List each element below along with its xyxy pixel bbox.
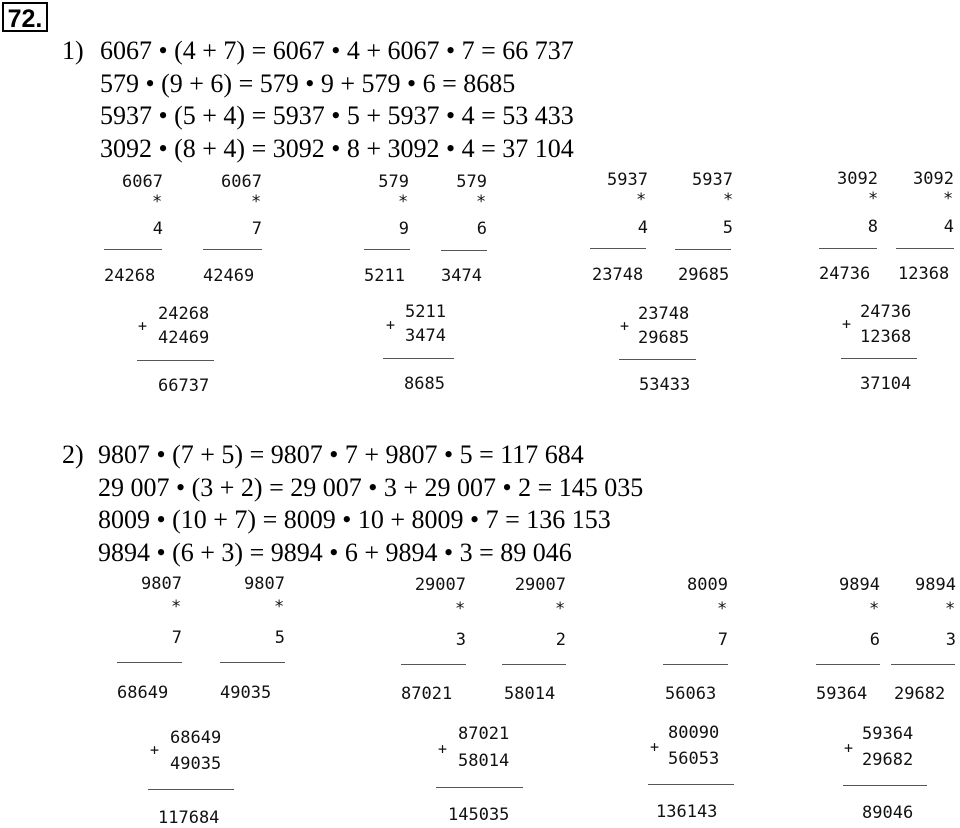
addend: 49035 bbox=[170, 754, 222, 774]
result-line bbox=[148, 789, 234, 790]
multiplier: 3 bbox=[945, 630, 956, 650]
sum: 136143 bbox=[656, 802, 718, 822]
result-line bbox=[675, 249, 731, 250]
product: 58014 bbox=[504, 684, 556, 704]
result-line bbox=[502, 664, 566, 665]
product: 3474 bbox=[441, 266, 482, 286]
plus-sign: + bbox=[650, 738, 660, 756]
multiplicand: 6067 bbox=[221, 172, 262, 192]
product: 56063 bbox=[665, 684, 717, 704]
result-line bbox=[401, 664, 466, 665]
product: 49035 bbox=[220, 683, 272, 703]
part2-equation-3: 8009 • (10 + 7) = 8009 • 10 + 8009 • 7 = 136 153 bbox=[98, 505, 611, 534]
part1-equation-1: 6067 • (4 + 7) = 6067 • 4 + 6067 • 7 = 66 737 bbox=[100, 36, 574, 65]
sum: 145035 bbox=[448, 805, 510, 825]
addend: 58014 bbox=[458, 751, 510, 771]
result-line bbox=[816, 664, 880, 665]
result-line bbox=[819, 248, 877, 249]
sum: 8685 bbox=[404, 374, 445, 394]
plus-sign: + bbox=[438, 740, 448, 758]
multiplier: 6 bbox=[869, 630, 880, 650]
result-line bbox=[383, 358, 454, 359]
part1-label: 1) bbox=[62, 36, 84, 65]
multiplicand: 579 bbox=[378, 172, 409, 192]
result-line bbox=[663, 664, 728, 665]
part2-label: 2) bbox=[62, 440, 84, 469]
multiplier: 7 bbox=[251, 219, 262, 239]
product: 24736 bbox=[819, 264, 871, 284]
multiplier: 7 bbox=[717, 630, 728, 650]
multiplicand: 579 bbox=[456, 172, 487, 192]
multiplicand: 9894 bbox=[915, 575, 956, 595]
addend: 24268 bbox=[158, 304, 210, 324]
multiply-sign: * bbox=[636, 190, 647, 210]
multiplicand: 9807 bbox=[244, 574, 285, 594]
multiplier: 7 bbox=[171, 628, 182, 648]
multiplier: 2 bbox=[555, 630, 566, 650]
result-line bbox=[137, 360, 214, 361]
multiply-sign: * bbox=[171, 597, 182, 617]
multiply-sign: * bbox=[274, 597, 285, 617]
part1-equation-4: 3092 • (8 + 4) = 3092 • 8 + 3092 • 4 = 37 104 bbox=[100, 134, 574, 163]
multiplicand: 5937 bbox=[607, 170, 648, 190]
result-line bbox=[896, 248, 954, 249]
addend: 59364 bbox=[862, 724, 914, 744]
addend: 29685 bbox=[638, 328, 690, 348]
multiplicand: 3092 bbox=[837, 169, 878, 189]
product: 24268 bbox=[104, 266, 156, 286]
multiply-sign: * bbox=[945, 599, 956, 619]
result-line bbox=[203, 249, 262, 250]
multiply-sign: * bbox=[555, 599, 566, 619]
multiplicand: 29007 bbox=[414, 575, 466, 595]
sum: 89046 bbox=[862, 803, 914, 823]
addend: 3474 bbox=[405, 326, 446, 346]
multiply-sign: * bbox=[152, 192, 163, 212]
multiplicand: 6067 bbox=[122, 172, 163, 192]
product: 23748 bbox=[592, 265, 644, 285]
multiplier: 5 bbox=[722, 218, 733, 238]
multiplier: 3 bbox=[455, 630, 466, 650]
multiplier: 4 bbox=[152, 219, 163, 239]
sum: 66737 bbox=[158, 376, 210, 396]
result-line bbox=[843, 785, 927, 786]
multiplier: 9 bbox=[398, 219, 409, 239]
product: 29685 bbox=[678, 265, 730, 285]
part1-equation-3: 5937 • (5 + 4) = 5937 • 5 + 5937 • 4 = 53 433 bbox=[100, 101, 574, 130]
multiplicand: 29007 bbox=[514, 575, 566, 595]
multiplicand: 8009 bbox=[687, 575, 728, 595]
multiplier: 5 bbox=[274, 628, 285, 648]
sum: 37104 bbox=[860, 374, 912, 394]
multiplier: 4 bbox=[637, 218, 648, 238]
result-line bbox=[220, 662, 285, 663]
multiply-sign: * bbox=[869, 599, 880, 619]
product: 87021 bbox=[401, 684, 453, 704]
plus-sign: + bbox=[138, 317, 148, 335]
product: 68649 bbox=[117, 683, 169, 703]
part2-equation-2: 29 007 • (3 + 2) = 29 007 • 3 + 29 007 • 2 = 145 035 bbox=[98, 473, 644, 502]
result-line bbox=[590, 248, 646, 249]
product: 12368 bbox=[898, 264, 950, 284]
multiply-sign: * bbox=[943, 189, 954, 209]
addend: 24736 bbox=[860, 302, 912, 322]
addend: 80090 bbox=[668, 723, 720, 743]
addend: 5211 bbox=[405, 302, 446, 322]
plus-sign: + bbox=[386, 316, 396, 334]
result-line bbox=[619, 359, 696, 360]
result-line bbox=[436, 787, 523, 788]
addend: 87021 bbox=[458, 724, 510, 744]
plus-sign: + bbox=[150, 741, 160, 759]
result-line bbox=[104, 249, 162, 250]
addend: 12368 bbox=[860, 327, 912, 347]
multiplicand: 9894 bbox=[839, 575, 880, 595]
sum: 53433 bbox=[639, 375, 691, 395]
multiply-sign: * bbox=[251, 192, 262, 212]
multiply-sign: * bbox=[868, 189, 879, 209]
multiplicand: 9807 bbox=[141, 574, 182, 594]
product: 59364 bbox=[816, 684, 868, 704]
multiplicand: 5937 bbox=[692, 170, 733, 190]
product: 29682 bbox=[894, 684, 946, 704]
part2-equation-1: 9807 • (7 + 5) = 9807 • 7 + 9807 • 5 = 117 684 bbox=[98, 440, 584, 469]
addend: 56053 bbox=[668, 749, 720, 769]
multiplier: 4 bbox=[943, 217, 954, 237]
addend: 23748 bbox=[638, 304, 690, 324]
plus-sign: + bbox=[842, 315, 852, 333]
part1-equation-2: 579 • (9 + 6) = 579 • 9 + 579 • 6 = 8685 bbox=[100, 69, 516, 98]
addend: 42469 bbox=[158, 328, 210, 348]
multiplicand: 3092 bbox=[913, 169, 954, 189]
product: 42469 bbox=[203, 266, 255, 286]
multiplier: 6 bbox=[476, 219, 487, 239]
sum: 117684 bbox=[158, 808, 220, 828]
result-line bbox=[117, 662, 182, 663]
multiply-sign: * bbox=[717, 599, 728, 619]
multiply-sign: * bbox=[476, 192, 487, 212]
multiply-sign: * bbox=[723, 190, 734, 210]
result-line bbox=[364, 249, 410, 250]
result-line bbox=[648, 784, 734, 785]
multiply-sign: * bbox=[455, 599, 466, 619]
multiply-sign: * bbox=[398, 192, 409, 212]
part2-equation-4: 9894 • (6 + 3) = 9894 • 6 + 9894 • 3 = 89 046 bbox=[98, 538, 572, 567]
exercise-number: 72. bbox=[2, 2, 48, 32]
result-line bbox=[441, 250, 487, 251]
addend: 68649 bbox=[170, 728, 222, 748]
product: 5211 bbox=[364, 266, 405, 286]
multiplier: 8 bbox=[867, 217, 878, 237]
addend: 29682 bbox=[862, 750, 914, 770]
result-line bbox=[891, 664, 955, 665]
plus-sign: + bbox=[844, 739, 854, 757]
result-line bbox=[841, 358, 917, 359]
plus-sign: + bbox=[620, 317, 630, 335]
